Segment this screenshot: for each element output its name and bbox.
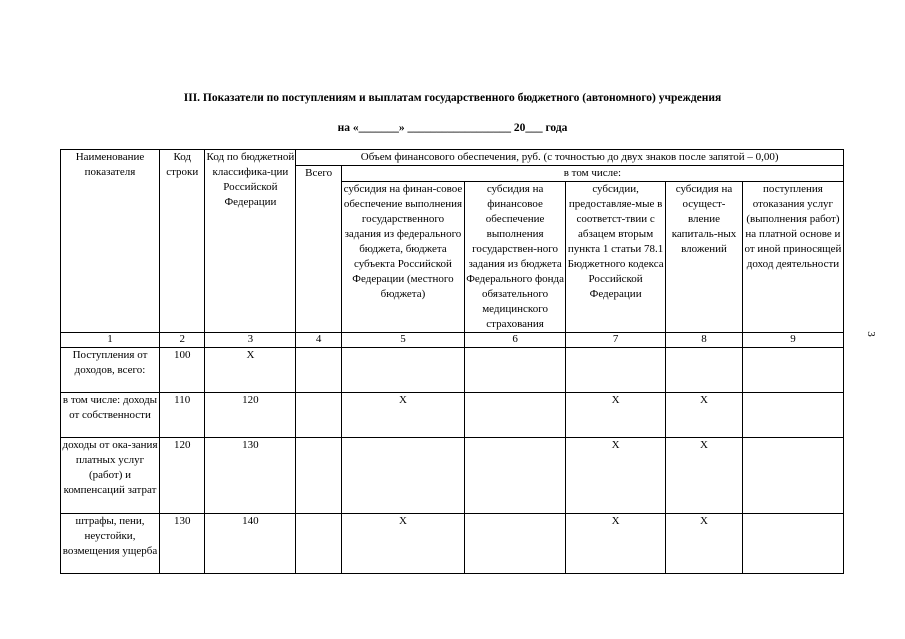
column-number: 1 [61, 333, 160, 348]
cell-col5[interactable] [341, 438, 464, 514]
column-number: 3 [205, 333, 296, 348]
cell-total[interactable] [296, 393, 341, 438]
row-name: в том числе: доходы от собственности [61, 393, 160, 438]
report-date-line: на «_______» __________________ 20___ года [337, 122, 568, 134]
row-code: 100 [160, 348, 205, 393]
header-paid-services: поступления отоказания услуг (выполнения работ) на платной основе и от иной приносящей доход деятельности [742, 182, 843, 333]
cell-total[interactable] [296, 438, 341, 514]
header-row-code: Код строки [160, 150, 205, 333]
table-row [61, 438, 844, 514]
header-including: в том числе: [341, 166, 843, 182]
header-subsidy-article-78: субсидии, предоставляе-мые в соответст-твии с абзацем вторым пункта 1 статьи 78.1 Бюджетного кодекса Российской Федерации [566, 182, 666, 333]
cell-col9[interactable] [742, 438, 843, 514]
cell-total[interactable] [296, 348, 341, 393]
cell-col5[interactable] [341, 348, 464, 393]
cell-col9[interactable] [742, 514, 843, 574]
cell-col6[interactable] [465, 348, 566, 393]
header-budget-classification: Код по бюджетной классифика-ции Российской Федерации [205, 150, 296, 333]
row-kbk: 140 [205, 514, 296, 574]
column-number: 6 [465, 333, 566, 348]
cell-col8[interactable]: X [666, 393, 743, 438]
financial-indicators-table [60, 149, 844, 574]
cell-col7[interactable]: X [566, 514, 666, 574]
row-kbk: X [205, 348, 296, 393]
cell-col9[interactable] [742, 348, 843, 393]
row-name: доходы от ока-зания платных услуг (работ) и компенсаций затрат [61, 438, 160, 514]
cell-col7[interactable]: X [566, 393, 666, 438]
cell-col8[interactable] [666, 348, 743, 393]
column-number: 5 [341, 333, 464, 348]
cell-col8[interactable]: X [666, 438, 743, 514]
cell-col6[interactable] [465, 514, 566, 574]
row-kbk: 130 [205, 438, 296, 514]
cell-col5[interactable]: X [341, 514, 464, 574]
column-number: 7 [566, 333, 666, 348]
column-number: 2 [160, 333, 205, 348]
cell-col5[interactable]: X [341, 393, 464, 438]
table-row [61, 514, 844, 574]
cell-col6[interactable] [465, 438, 566, 514]
column-number: 9 [742, 333, 843, 348]
row-code: 120 [160, 438, 205, 514]
table-row [61, 393, 844, 438]
header-total: Всего [296, 166, 341, 333]
row-code: 110 [160, 393, 205, 438]
cell-col7[interactable]: X [566, 438, 666, 514]
table-row [61, 348, 844, 393]
header-subsidy-state-task: субсидия на финан-совое обеспечение выполнения государственного задания из федерального бюджета, бюджета субъекта Российской Федерации (местного бюджета) [341, 182, 464, 333]
row-kbk: 120 [205, 393, 296, 438]
header-subsidy-capital: субсидия на осущест-вление капиталь-ных вложений [666, 182, 743, 333]
cell-col6[interactable] [465, 393, 566, 438]
row-name: штрафы, пени, неустойки, возмещения ущерба [61, 514, 160, 574]
cell-col7[interactable] [566, 348, 666, 393]
row-name: Поступления от доходов, всего: [61, 348, 160, 393]
header-subsidy-medical-fund: субсидия на финансовое обеспечение выполнения государствен-ного задания из бюджета Федерального фонда обязательного медицинского страхования [465, 182, 566, 333]
header-name: Наименование показателя [61, 150, 160, 333]
column-number: 4 [296, 333, 341, 348]
report-title: III. Показатели по поступлениям и выплатам государственного бюджетного (автономного) учреждения [183, 92, 722, 104]
row-code: 130 [160, 514, 205, 574]
column-number: 8 [666, 333, 743, 348]
header-financing-volume: Объем финансового обеспечения, руб. (с точностью до двух знаков после запятой – 0,00) [296, 150, 844, 166]
cell-col9[interactable] [742, 393, 843, 438]
cell-total[interactable] [296, 514, 341, 574]
page-number: 3 [864, 331, 877, 337]
cell-col8[interactable]: X [666, 514, 743, 574]
